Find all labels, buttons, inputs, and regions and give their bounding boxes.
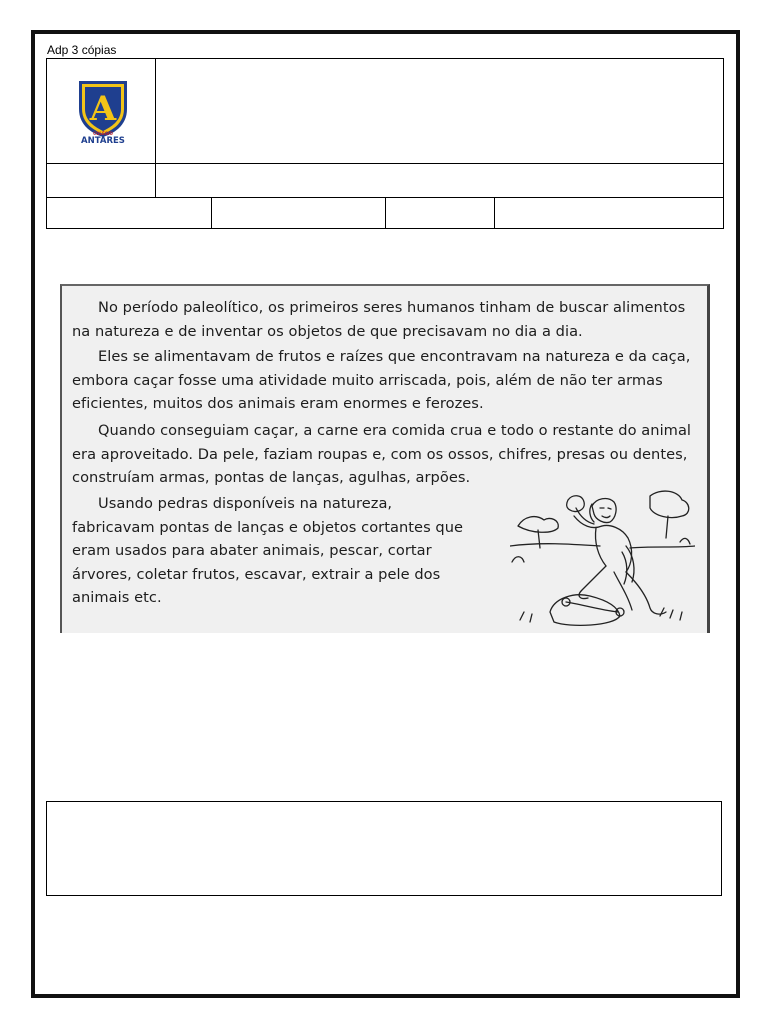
header-divider [494, 197, 495, 229]
prehistoric-man-illustration [510, 486, 695, 631]
header-table [46, 58, 724, 229]
answer-box[interactable] [46, 801, 722, 896]
copies-note: Adp 3 cópias [47, 43, 117, 57]
header-divider [385, 197, 386, 229]
svg-text:A: A [89, 89, 117, 129]
school-crest-logo [73, 79, 133, 145]
logo-cell [47, 59, 156, 164]
paragraph: Usando pedras disponíveis na natureza, fabricavam pontas de lanças e objetos cortantes que eram usados para abater animais, pescar, cortar árvores, coletar frutos, escavar, extrair a pele dos animais etc. [72, 495, 464, 607]
header-divider [211, 197, 212, 229]
paragraph: Quando conseguiam caçar, a carne era comida crua e todo o restante do animal era aproveitado. Da pele, faziam roupas e, com os ossos, chifres, presas ou dentes, construíam armas, pontas de lanças, agulhas, arpões. [72, 422, 692, 487]
paragraph: Eles se alimentavam de frutos e raízes que encontravam na natureza e da caça, embora caçar fosse uma atividade muito arriscada, pois, além de não ter armas eficientes, muitos dos animais eram enormes e ferozes. [72, 348, 691, 413]
svg-text:ANTARES: ANTARES [81, 136, 125, 145]
paragraph: No período paleolítico, os primeiros seres humanos tinham de buscar alimentos na natureza e de inventar os objetos de que precisavam no dia a dia. [72, 299, 686, 340]
reading-text-panel [60, 284, 710, 633]
svg-text:COLÉGIO: COLÉGIO [93, 131, 113, 136]
